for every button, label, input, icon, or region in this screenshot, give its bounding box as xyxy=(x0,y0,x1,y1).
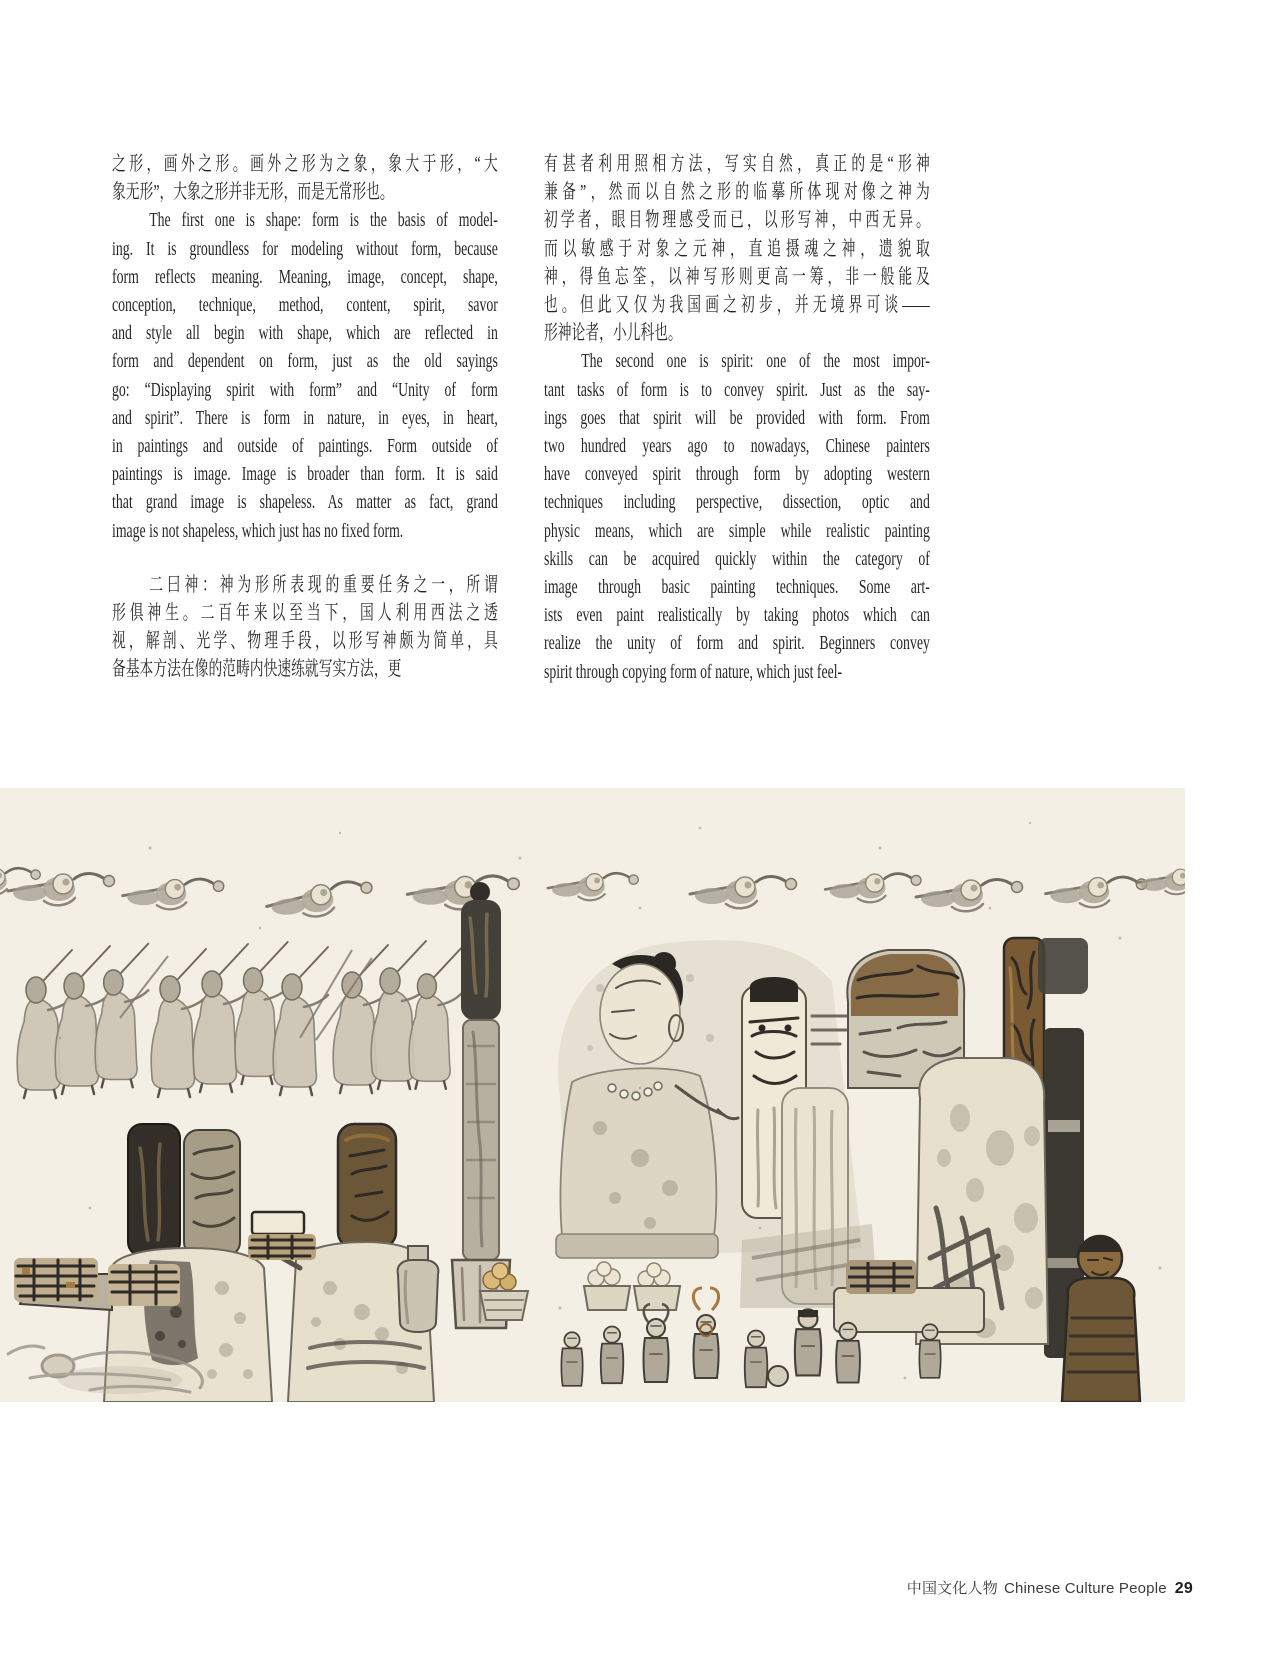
paragraph-cn-continuation: 之形，画外之形。画外之形为之象，象大于形，“大 象无形”，大象之形并非无形，而是无常形也。 xyxy=(112,153,498,204)
page-footer xyxy=(907,1577,1193,1598)
text-column-right xyxy=(544,150,930,686)
text-column-left xyxy=(112,150,498,684)
paragraph-cn-spirit: 二曰神：神为形所表现的重要任务之一，所谓 形俱神生。二百年来以至当下，国人利用西法之透 视，解剖、光学、物理手段，以形写神颇为简单，具 备基本方法在像的范畴内快速练就写实方法，更 xyxy=(112,573,498,681)
paragraph-gap xyxy=(112,545,498,571)
paragraph-en-spirit: The second one is spirit: one of the most impor- tant tasks of form is to convey spirit. Just as the say- ings goes that spirit will be provided with form. From two hundred years ago to nowadays, Chinese painters have conveyed spirit through form by adopting western techniques including perspective, dissection, optic and physic means, which are simple while realistic painting skills can be acquired quickly within the category of image through basic painting techniques. Some art- ists even paint realistically by taking photos which can realize the unity of form and spirit. Beginners convey spirit through copying form of nature, which just feel- xyxy=(544,350,930,683)
paragraph-en-shape: The first one is shape: form is the basis of model- ing. It is groundless for modeling without form, because form reflects meaning. Meaning, image, concept, shape, conception, technique, method, content, spirit, savor and style all begin with shape, which are reflected in form and dependent on form, just as the old sayings go: “Displaying spirit with form” and “Unity of form and spirit”. There is form in nature, in eyes, in heart, in paintings and outside of paintings. Form outside of paintings is image. Image is broader than form. It is said that grand image is shapeless. As matter as fact, grand image is not shapeless, which just has no fixed form. xyxy=(112,209,498,542)
artwork-painting xyxy=(0,788,1185,1402)
page-number: 29 xyxy=(1174,1580,1193,1597)
paragraph-cn-spirit-continuation: 有甚者利用照相方法，写实自然，真正的是“形神 兼备”，然而以自然之形的临摹所体现对像之神为 初学者，眼目物理感受而已，以形写神，中西无异。 而以敏感于对象之元神，直追摄魂之神，遗貌取 神，得鱼忘筌，以神写形则更高一筹，非一般能及 也。但此又仅为我国画之初步，并无境界可谈—— 形神论者，小儿科也。 xyxy=(544,153,930,345)
magazine-title-en: Chinese Culture People xyxy=(1003,1580,1167,1597)
magazine-title-cn: 中国文化人物 xyxy=(906,1580,998,1597)
